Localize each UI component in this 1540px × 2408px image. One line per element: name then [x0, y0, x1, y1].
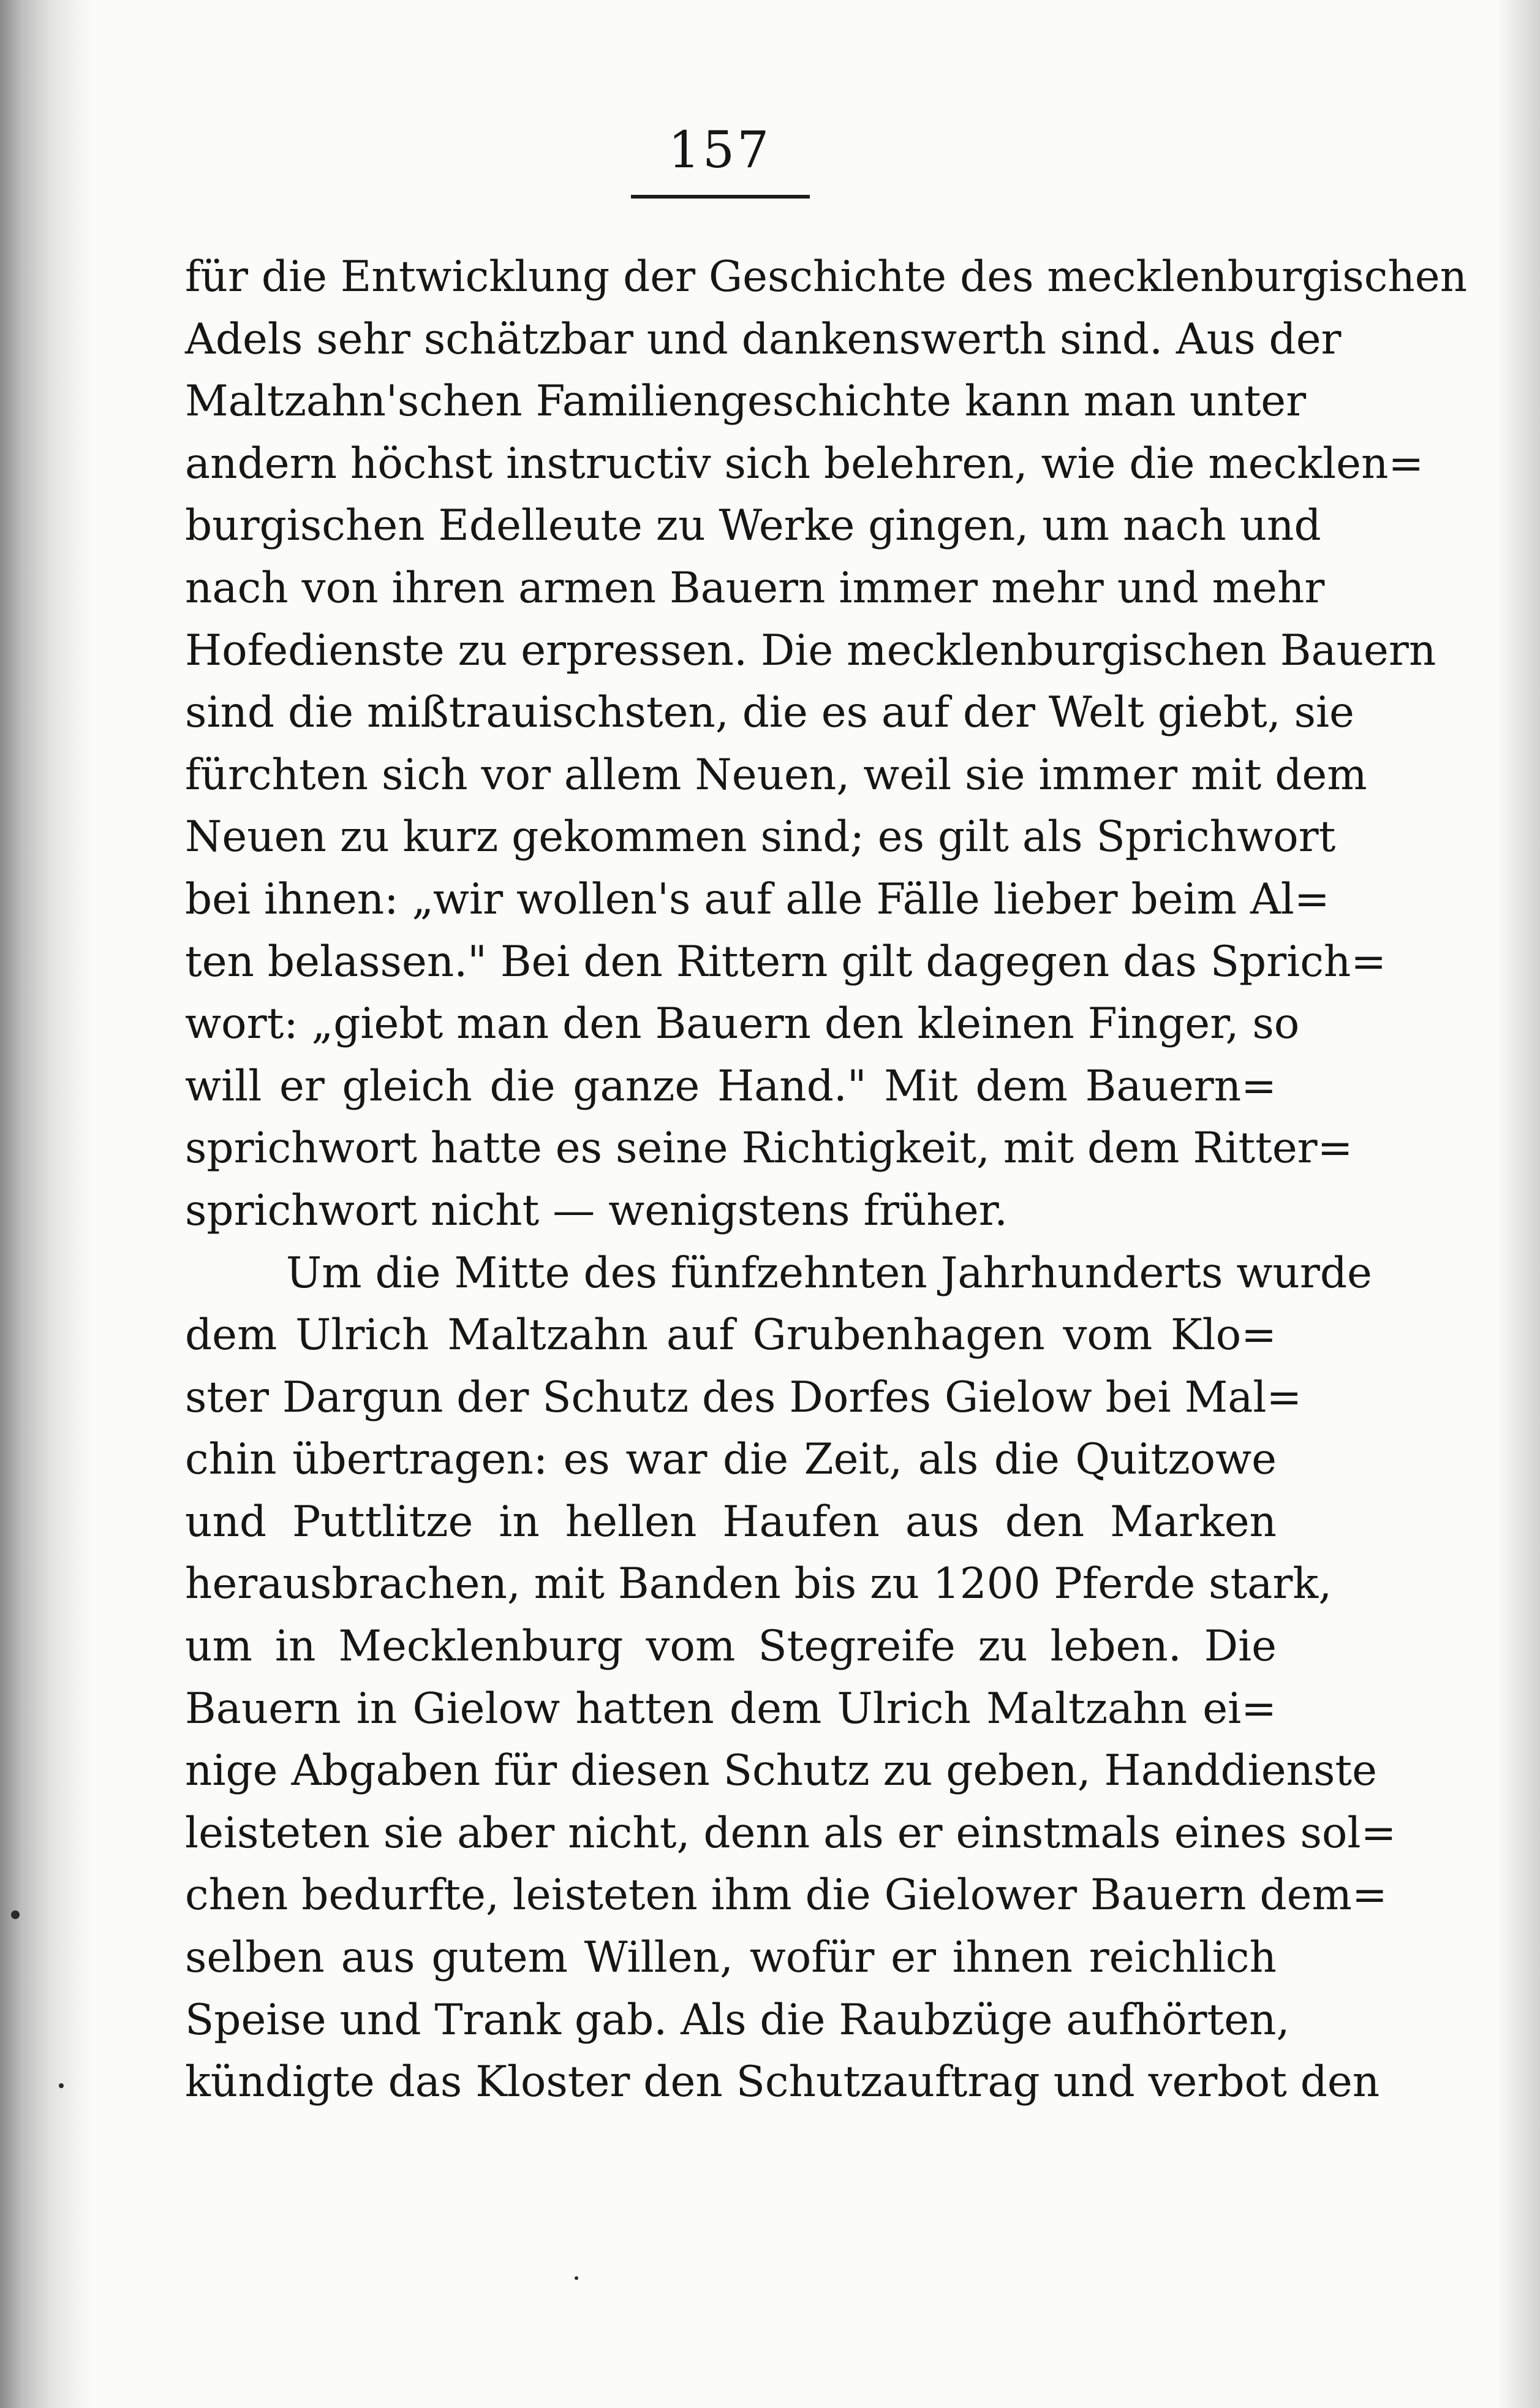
text-line: Adels sehr schätzbar und dankenswerth sind. Aus der [185, 314, 1342, 364]
text-line: kündigte das Kloster den Schutzauftrag und verbot den [185, 2058, 1380, 2107]
text-line: ten belassen." Bei den Rittern gilt dagegen das Sprich= [185, 937, 1387, 986]
text-line: Bauern in Gielow hatten dem Ulrich Maltzahn ei= [185, 1684, 1277, 1733]
text-line: nige Abgaben für diesen Schutz zu geben, Handdienste [185, 1746, 1377, 1796]
text-line: herausbrachen, mit Banden bis zu 1200 Pferde stark, [185, 1559, 1332, 1609]
text-line: fürchten sich vor allem Neuen, weil sie immer mit dem [185, 750, 1367, 800]
text-line: chin übertragen: es war die Zeit, als die Quitzowe [185, 1435, 1277, 1485]
text-line: Hofedienste zu erpressen. Die mecklenburgischen Bauern [185, 626, 1436, 675]
text-line: Neuen zu kurz gekommen sind; es gilt als Sprichwort [185, 812, 1336, 862]
text-line: für die Entwicklung der Geschichte des mecklenburgischen [185, 252, 1468, 301]
text-line: sind die mißtrauischsten, die es auf der Welt giebt, sie [185, 688, 1354, 738]
text-line: sprichwort nicht — wenigstens früher. [185, 1186, 1008, 1235]
text-line: wort: „giebt man den Bauern den kleinen Finger, so [185, 999, 1300, 1049]
page-shadow-left [0, 0, 92, 2408]
text-line: Speise und Trank gab. Als die Raubzüge aufhörten, [185, 1995, 1290, 2045]
print-speck [59, 2083, 64, 2088]
text-line [185, 2114, 1277, 2176]
text-line: und Puttlitze in hellen Haufen aus den Marken [185, 1497, 1277, 1547]
page-number: 157 [668, 121, 772, 180]
text-line: chen bedurfte, leisteten ihm die Gielower Bauern dem= [185, 1871, 1387, 1920]
text-line: andern höchst instructiv sich belehren, wie die mecklen= [185, 439, 1424, 488]
text-line: burgischen Edelleute zu Werke gingen, um nach und [185, 501, 1321, 551]
text-line: ster Dargun der Schutz des Dorfes Gielow bei Mal= [185, 1372, 1302, 1422]
print-speck [575, 2276, 578, 2280]
text-line: sprichwort hatte es seine Richtigkeit, mit dem Ritter= [185, 1124, 1353, 1173]
text-line: leisteten sie aber nicht, denn als er einstmals eines sol= [185, 1808, 1397, 1858]
text-line: Um die Mitte des fünfzehnten Jahrhunderts wurde [286, 1248, 1372, 1298]
body-text [185, 246, 1468, 2176]
page-shadow-right [1497, 0, 1540, 2408]
text-line: nach von ihren armen Bauern immer mehr und mehr [185, 563, 1325, 613]
text-line: will er gleich die ganze Hand." Mit dem Bauern= [185, 1061, 1277, 1111]
print-speck [11, 1910, 20, 1919]
text-line: selben aus gutem Willen, wofür er ihnen reichlich [185, 1933, 1277, 1983]
header-rule [631, 195, 810, 199]
text-line: bei ihnen: „wir wollen's auf alle Fälle lieber beim Al= [185, 874, 1330, 924]
text-line: um in Mecklenburg vom Stegreife zu leben. Die [185, 1622, 1277, 1672]
text-line: Maltzahn'schen Familiengeschichte kann man unter [185, 377, 1307, 426]
text-line: dem Ulrich Maltzahn auf Grubenhagen vom Klo= [185, 1311, 1277, 1360]
